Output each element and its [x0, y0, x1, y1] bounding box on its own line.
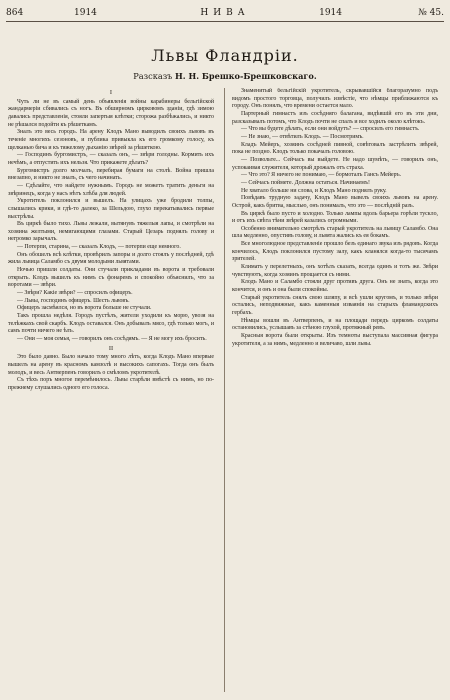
- journal-title: НИВА: [200, 8, 250, 18]
- year-right: 1914: [319, 8, 342, 18]
- article-title: Львы Фландріи.: [151, 46, 299, 65]
- paragraph: — Звѣри? Какіе звѣри? — спросилъ офицеръ.: [17, 290, 133, 297]
- paragraph: — Они — моя семья, — говорилъ онъ сосѣдямъ. — Я не могу ихъ бросить.: [17, 336, 207, 342]
- paragraph: Въ циркѣ было тихо. Львы лежали, вытянувъ тяжелыя лапы, и смотрѣли на хозяина желтыми, немигающими глазами. Старый Цезарь поднялъ голову и негромко зарычалъ.: [8, 221, 214, 243]
- chapter-heading: II: [108, 344, 114, 352]
- paragraph: — Сейчасъ поймете. Должна остаться. Начинаемъ!: [241, 179, 370, 186]
- chapter-heading: I: [109, 89, 113, 96]
- right-column: [232, 88, 438, 692]
- byline-author: Н. Н. Брешко-Брешковскаго.: [175, 71, 317, 81]
- paragraph: Офицеръ засмѣялся, но въ ворота больше не стучали.: [17, 305, 152, 312]
- left-column: [8, 88, 214, 692]
- year-left: 1914: [74, 8, 97, 18]
- paragraph: — Позвольте... Сейчасъ вы выйдете. Не надо шумѣть, — говорилъ онъ, успокаивая служителя, который дрожалъ отъ страха.: [232, 156, 438, 171]
- paragraph: Въ циркѣ было пусто и холодно. Только лампы вдоль барьера горѣли тускло, и отъ ихъ свѣта тѣни звѣрей казались огромными.: [232, 210, 438, 225]
- byline-prefix: Разсказъ: [133, 71, 173, 81]
- issue-number: № 45.: [418, 8, 444, 18]
- paragraph: Ночью пришли солдаты. Они стучали прикладами въ ворота и требовали открыть. Клодъ вышелъ къ нимъ съ фонаремъ и спокойно объяснилъ, что за воротами — звѣри.: [8, 267, 214, 289]
- column-divider: [224, 88, 225, 692]
- paragraph: — Не знаю, — отвѣтилъ Клодъ. — Посмотримъ.: [241, 133, 364, 140]
- paragraph: Знаменитый бельгійскій укротитель, скрывавшійся благоразумно подъ видомъ простого торговца, получилъ извѣстіе, что нѣмцы приближаются къ городу. Онъ понялъ, что времени остается мало.: [232, 88, 438, 110]
- paragraph: Зналъ это весь городъ. На арену Клодъ Мано выводилъ своихъ львовъ въ теченіе многихъ сезоновъ, и публика привыкла къ его громкому голосу, къ щелканью бича и къ тяжелому дыханію звѣрей за рѣшеткою.: [8, 129, 214, 151]
- paragraph: — Что вы будете дѣлать, если они войдутъ? — спросилъ его гимнастъ.: [241, 126, 420, 133]
- paragraph: Нѣмцы вошли въ Антверпенъ, и на площади передъ циркомъ солдаты остановились, услышавъ за стѣною глухой, протяжный ревъ.: [232, 317, 438, 332]
- paragraph: Бургомистръ долго молчалъ, перебирая бумаги на столѣ. Война пришла внезапно, и никто не зналъ, съ чего начинать.: [8, 167, 214, 182]
- right-paragraphs: [232, 88, 438, 348]
- page-number: 864: [6, 8, 24, 18]
- paragraph: Красныя ворота были открыты. Изъ темноты выступала массивная фигура укротителя, а за нимъ, медленно и величаво, шли львы.: [232, 333, 438, 347]
- paragraph: Клодъ Мано и Саламбо стояли друг противъ друга. Онъ не знать, когда это кончится, и онъ и она были спокойны.: [232, 279, 438, 294]
- left-paragraphs: [8, 99, 214, 344]
- paragraph: Такъ прошла недѣля. Городъ пустѣлъ, жители уходили къ морю, увозя на телѣжкахъ свой скарбъ. Клодъ оставался. Онъ добывалъ мясо, гдѣ только могъ, и самъ почти ничего не ѣлъ.: [8, 313, 214, 335]
- paragraph: Не хватало больше ни слова, и Клодъ Мано поднялъ руку.: [241, 187, 387, 194]
- paragraph: Съ тѣхъ поръ многое перемѣнилось. Львы старѣли вмѣстѣ съ нимъ, но по-прежнему слушались одного его голоса.: [8, 377, 214, 391]
- paragraph: — Потерпи, старина, — сказалъ Клодъ, — потерпи еще немного.: [17, 244, 181, 251]
- paragraph: Особенно внимательно смотрѣлъ старый укротитель на львицу Саламбо. Она шла медленно, опустивъ голову, и львята жались къ ея бокамъ.: [232, 225, 438, 240]
- paragraph: Чуть ли не въ самый день объявленія войны карабинеры бельгійской жандармеріи сбивались съ ногъ. Въ обширномъ цирковомъ зданіи, гдѣ зимою давались представленія, стояли запертыя клѣтки; сторожа разбѣжались, и никто не рѣшался подойти къ рѣшеткамъ.: [8, 98, 214, 128]
- paragraph: Онъ обошелъ всѣ клѣтки, провѣрилъ запоры и долго стоялъ у послѣдней, гдѣ жила львица Саламбо съ двумя молодыми львятами.: [8, 251, 214, 266]
- running-head: [6, 6, 444, 20]
- paragraph: Все многолюдное представленіе прошло безъ единаго звука изъ рядовъ. Когда кончилось, Клодъ поклонился пустому залу, какъ кланялся когда-то тысячамъ зрителей.: [232, 241, 438, 263]
- header-rule: [6, 21, 444, 22]
- article-byline: [0, 71, 450, 81]
- paragraph: Это было давно. Было начало тому много лѣтъ, когда Клодъ Мано впервые вышелъ на арену въ красномъ камзолѣ и высокихъ сапогахъ. Тогда онъ былъ молодъ, и весь Антверпенъ говорилъ о смѣломъ укротителѣ.: [8, 354, 214, 376]
- paragraph: Укротитель поклонился и вышелъ. На улицахъ уже бродили толпы, слышались крики, и гдѣ-то далеко, за Шельдою, глухо перекатывались первые выстрѣлы.: [8, 198, 214, 220]
- paragraph: Партерный гимнастъ изъ сосѣдняго балагана, видѣвшій его въ эти дни, разсказывалъ потомъ, что Клодъ почти не спалъ и все ходилъ около клѣтокъ.: [232, 110, 438, 125]
- paragraph: Кладъ Мейеръ, хозяинъ сосѣдней пивной, совѣтовалъ застрѣлить звѣрей, пока не поздно. Клодъ только покачалъ головою.: [232, 141, 438, 156]
- paragraph: — Сдѣлайте, что найдете нужнымъ. Городъ не можетъ тратить деньги на звѣринецъ, когда у насъ нѣтъ хлѣба для людей.: [8, 182, 214, 197]
- paragraph: — Львы, господинъ офицеръ. Шесть львовъ.: [17, 297, 130, 304]
- paragraph: — Что это? Я ничего не понимаю, — бормоталъ Гансъ Мейеръ.: [241, 172, 402, 179]
- paragraph: Старый укротитель снялъ свою шляпу, и всѣ ушли кругомъ, и только звѣри остались, неподвижные, какъ каменныя изваянія на старыхъ фламандскихъ гербахъ.: [232, 294, 438, 317]
- left-paragraphs-2: [8, 354, 214, 392]
- paragraph: Климатъ у перелетныхъ, онъ хотѣлъ сказать, всегда одинъ и тотъ же. Звѣри чувствуютъ, когда хозяинъ прощается съ ними.: [232, 264, 438, 278]
- paragraph: Повѣдавъ трудную задачу, Клодъ Мано вывелъ своихъ львовъ на арену. Острой, какъ бритва, мыслью, онъ понималъ, что это — послѣдній разъ.: [232, 195, 438, 209]
- paragraph: — Господинъ бургомистръ, — сказалъ онъ, — звѣри голодны. Кормить ихъ нечѣмъ, а отпустить ихъ нельзя. Что прикажете дѣлать?: [8, 152, 214, 166]
